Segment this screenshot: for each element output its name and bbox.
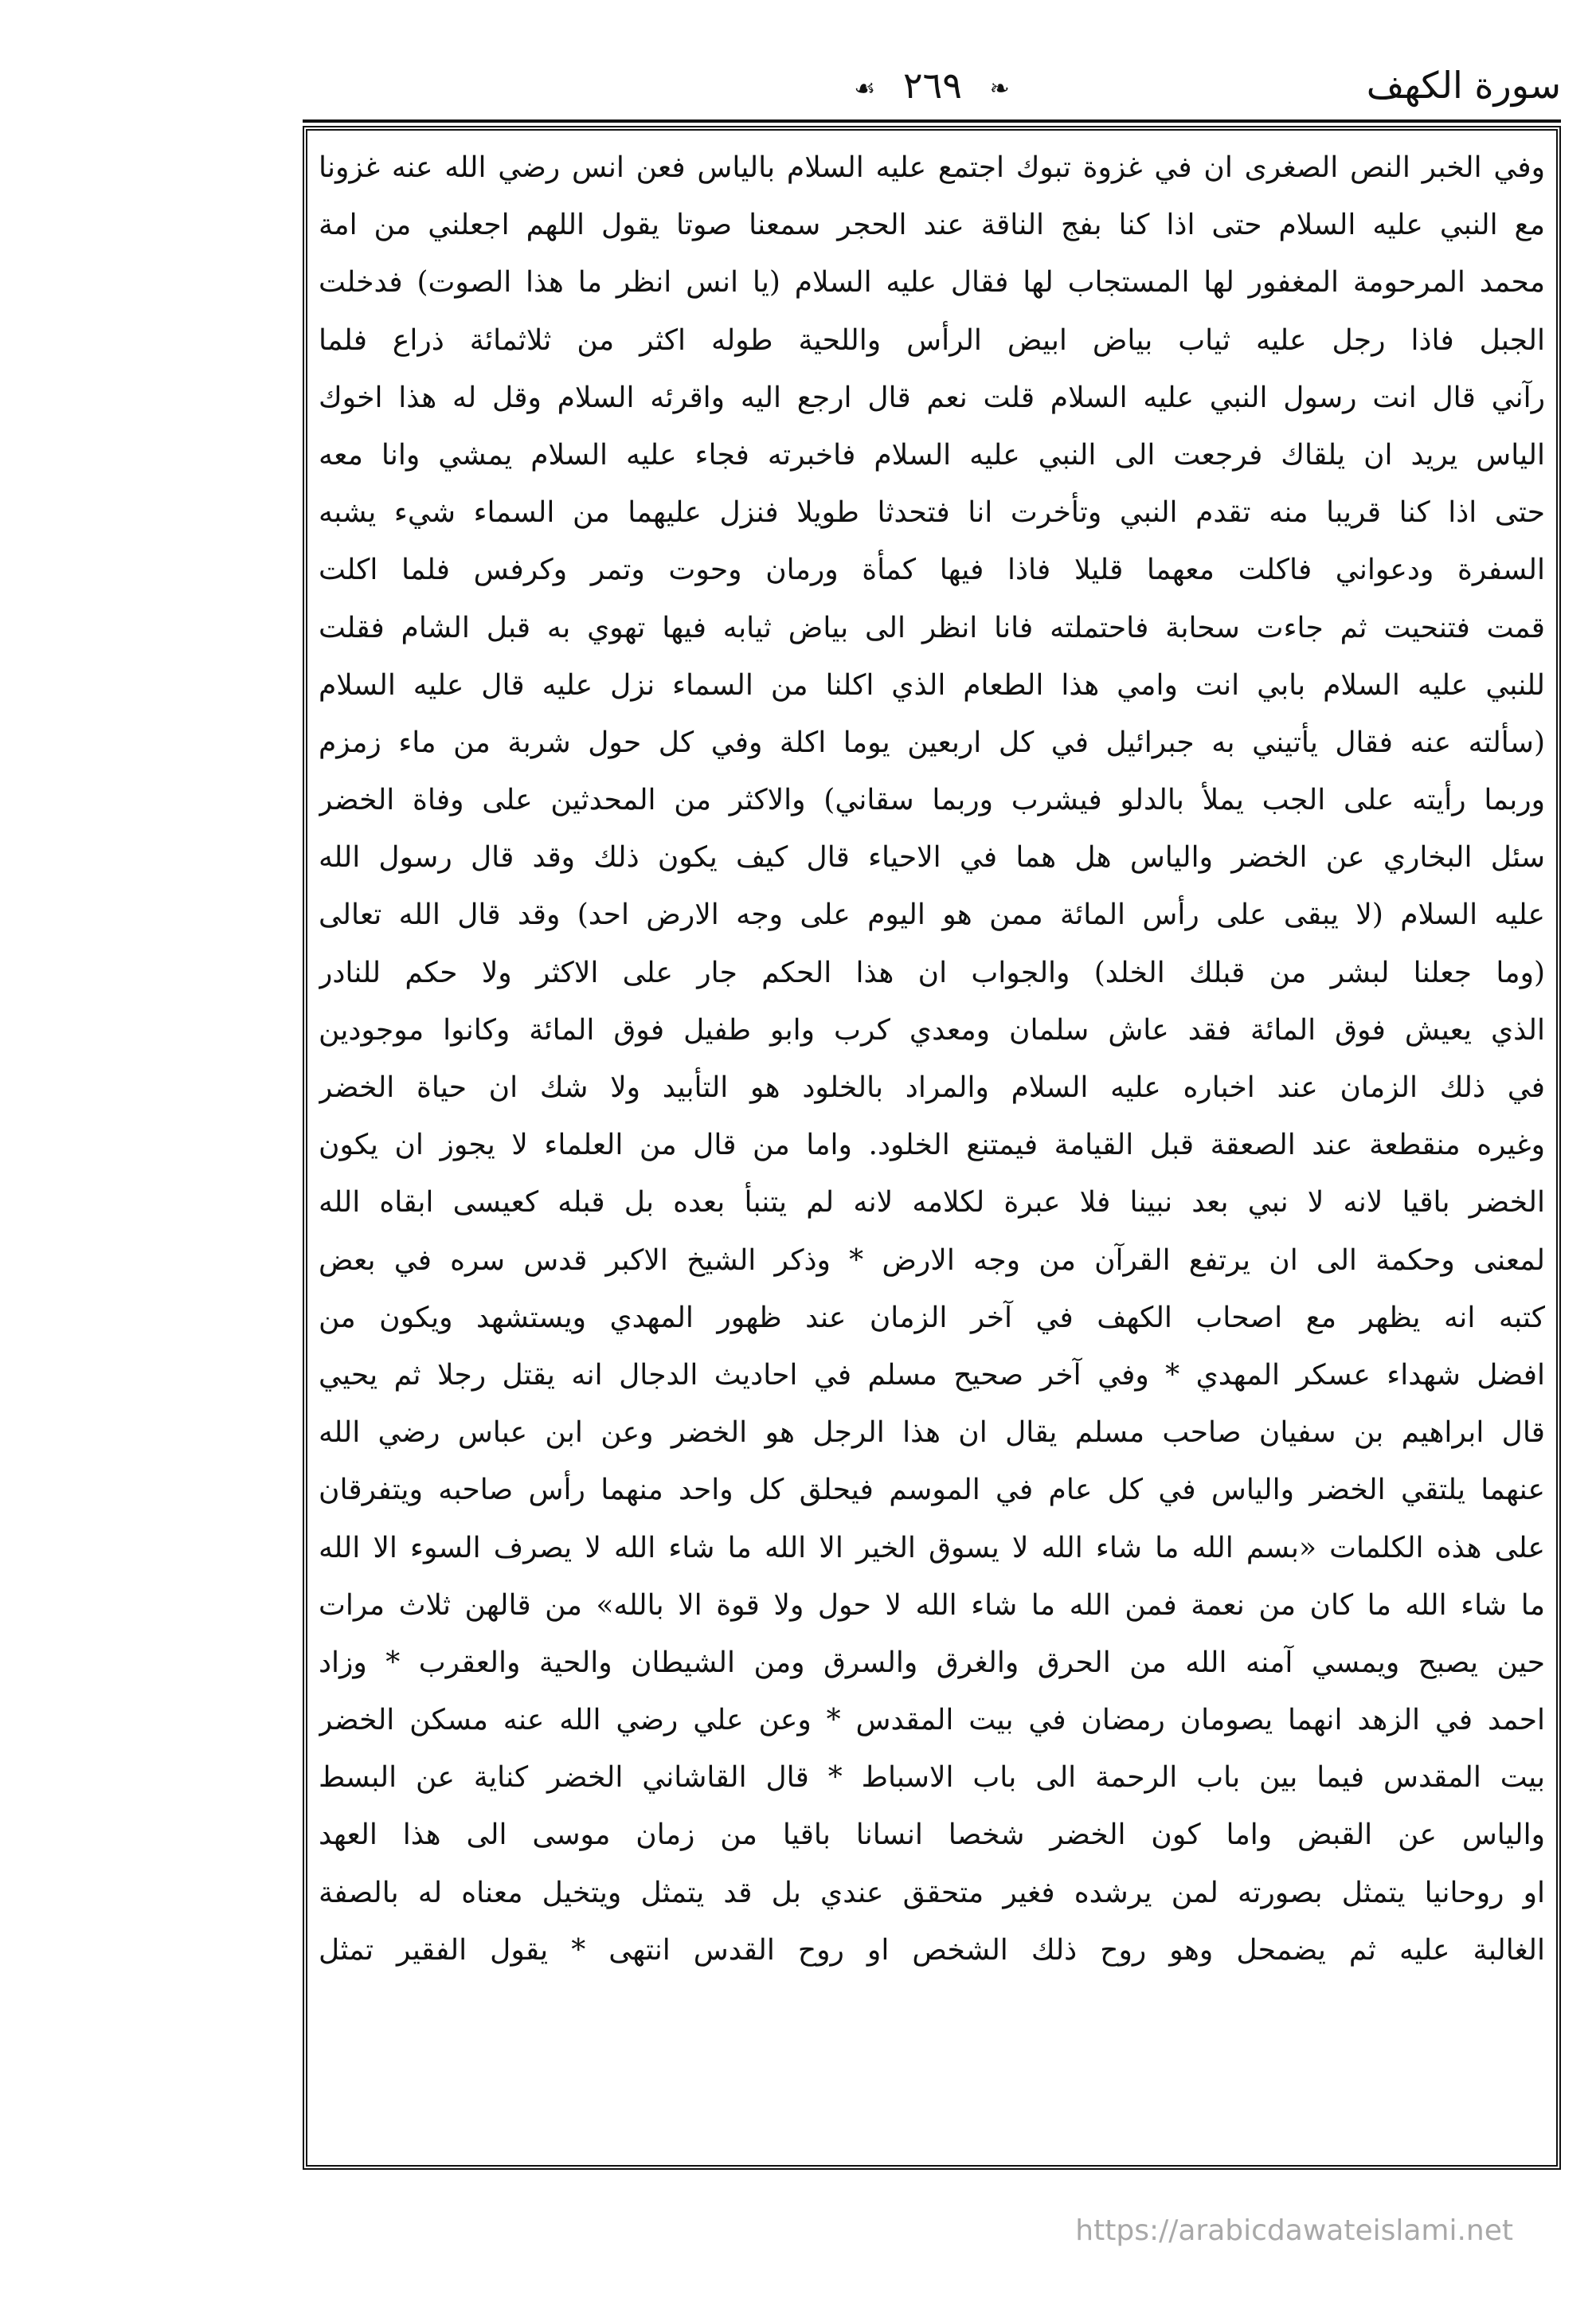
text-line: الذي يعيش فوق المائة فقد عاش سلمان ومعدي كرب وابو طفيل فوق المائة وكانوا موجودين: [319, 1013, 1545, 1047]
surah-title: سورة الكهف: [1366, 64, 1561, 107]
text-line: الياس يريد ان يلقاك فرجعت الى النبي عليه السلام فاخبرته فجاء عليه السلام يمشي وانا معه: [319, 438, 1545, 472]
text-line: للنبي عليه السلام بابي انت وامي هذا الطعام الذي اكلنا من السماء نزل عليه قال عليه السلام: [319, 668, 1545, 702]
text-line: احمد في الزهد انهما يصومان رمضان في بيت المقدس * وعن علي رضي الله عنه مسكن الخضر: [319, 1704, 1545, 1737]
text-line: (سألته عنه فقال يأتيني به جبرائيل في كل اربعين يوما اكلة وفي كل حول شربة من ماء زمزم: [319, 726, 1545, 759]
text-line: لمعنى وحكمة الى ان يرتفع القرآن من وجه الارض * وذكر الشيخ الاكبر قدس سره في بعض: [319, 1243, 1545, 1277]
text-line: عليه السلام (لا يبقى على رأس المائة ممن هو اليوم على وجه الارض احد) وقد قال الله تعالى: [319, 898, 1545, 932]
text-line: سئل البخاري عن الخضر والياس هل هما في الاحياء قال كيف يكون ذلك وقد قال رسول الله: [319, 841, 1545, 875]
page-header: [303, 64, 1561, 127]
text-line: حين يصبح ويمسي آمنه الله من الحرق والغرق والسرق ومن الشيطان والحية والعقرب * وزاد: [319, 1646, 1545, 1679]
ornament-left-icon: ❧: [989, 74, 1010, 103]
text-line: الخضر باقيا لانه لا نبي بعد نبينا فلا عبرة لكلامه لانه لم يتنبأ بعده بل قبله كعيسى ابقاه الله: [319, 1186, 1545, 1220]
text-line: قال ابراهيم بن سفيان صاحب مسلم يقال ان هذا الرجل هو الخضر وعن ابن عباس رضي الله: [319, 1416, 1545, 1450]
text-line: بيت المقدس فيما بين باب الرحمة الى باب الاسباط * قال القاشاني الخضر كناية عن البسط: [319, 1761, 1545, 1795]
text-line: الغالبة عليه ثم يضمحل وهو روح ذلك الشخص او روح القدس انتهى * يقول الفقير تمثل: [319, 1933, 1545, 1967]
text-line: على هذه الكلمات «بسم الله ما شاء الله لا يسوق الخير الا الله ما شاء الله لا يصرف السوء الا الله: [319, 1531, 1545, 1564]
text-line: وفي الخبر النص الصغرى ان في غزوة تبوك اجتمع عليه السلام بالياس فعن انس رضي الله عنه غزونا: [319, 151, 1545, 184]
text-line: وغيره منقطعة عند الصعقة قبل القيامة فيمتنع الخلود. واما من قال من العلماء لا يجوز ان يكون: [319, 1129, 1545, 1162]
text-line: رآني قال انت رسول النبي عليه السلام قلت نعم قال ارجع اليه واقرئه السلام وقل له هذا اخوك: [319, 381, 1545, 414]
text-line: محمد المرحومة المغفور لها المستجاب لها فقال عليه السلام (يا انس انظر ما هذا الصوت) فدخلت: [319, 266, 1545, 299]
source-url: https://arabicdawateislami.net: [1075, 2214, 1513, 2247]
text-line: حتى اذا كنا قريبا منه تقدم النبي وتأخرت انا فتحدثا طويلا فنزل عليهما من السماء شيء يشبه: [319, 496, 1545, 530]
text-line: السفرة ودعواني فاكلت معهما قليلا فاذا فيها كمأة ورمان وحوت وتمر وكرفس فلما اكلت: [319, 554, 1545, 587]
text-line: عنهما يلتقي الخضر والياس في كل عام في الموسم فيحلق كل واحد منهما رأس صاحبه ويتفرقان: [319, 1474, 1545, 1507]
ornament-right-icon: ☙: [854, 74, 876, 103]
text-line: افضل شهداء عسكر المهدي * وفي آخر صحيح مسلم في احاديث الدجال انه يقتل رجلا ثم يحيي: [319, 1358, 1545, 1392]
text-line: والياس عن القبض واما كون الخضر شخصا انسانا باقيا من زمان موسى الى هذا العهد: [319, 1819, 1545, 1852]
page-number-block: [303, 64, 1561, 107]
text-line: ما شاء الله ما كان من نعمة فمن الله ما شاء الله لا حول ولا قوة الا بالله» من قالهن ثلاث مرات: [319, 1588, 1545, 1622]
text-line: في ذلك الزمان عند اخباره عليه السلام والمراد بالخلود هو التأبيد ولا شك ان حياة الخضر: [319, 1071, 1545, 1104]
page-number: ٢٦٩: [902, 64, 962, 107]
text-line: وربما رأيته على الجب يملأ بالدلو فيشرب وربما سقاني) والاكثر من المحدثين على وفاة الخضر: [319, 784, 1545, 817]
text-line: مع النبي عليه السلام حتى اذا كنا بفج الناقة عند الحجر سمعنا صوتا يقول اللهم اجعلني من امة: [319, 209, 1545, 242]
text-line: (وما جعلنا لبشر من قبلك الخلد) والجواب ان هذا الحكم جار على الاكثر ولا حكم للنادر: [319, 956, 1545, 989]
text-line: قمت فتنحيت ثم جاءت سحابة فاحتملته فانا انظر الى بياض ثيابه فيها تهوي به قبل الشام فقلت: [319, 611, 1545, 644]
text-line: كتبه انه يظهر مع اصحاب الكهف في آخر الزمان عند ظهور المهدي ويستشهد ويكون من: [319, 1301, 1545, 1334]
text-line: الجبل فاذا رجل عليه ثياب بياض ابيض الرأس واللحية طوله اكثر من ثلاثمائة ذراع فلما: [319, 323, 1545, 357]
page-body-text: [319, 139, 1545, 2155]
header-rule: [303, 119, 1561, 123]
text-line: او روحانيا يتمثل بصورته لمن يرشده فغير متحقق عندي بل قد يتمثل ويتخيل معناه له بالصفة: [319, 1876, 1545, 1909]
